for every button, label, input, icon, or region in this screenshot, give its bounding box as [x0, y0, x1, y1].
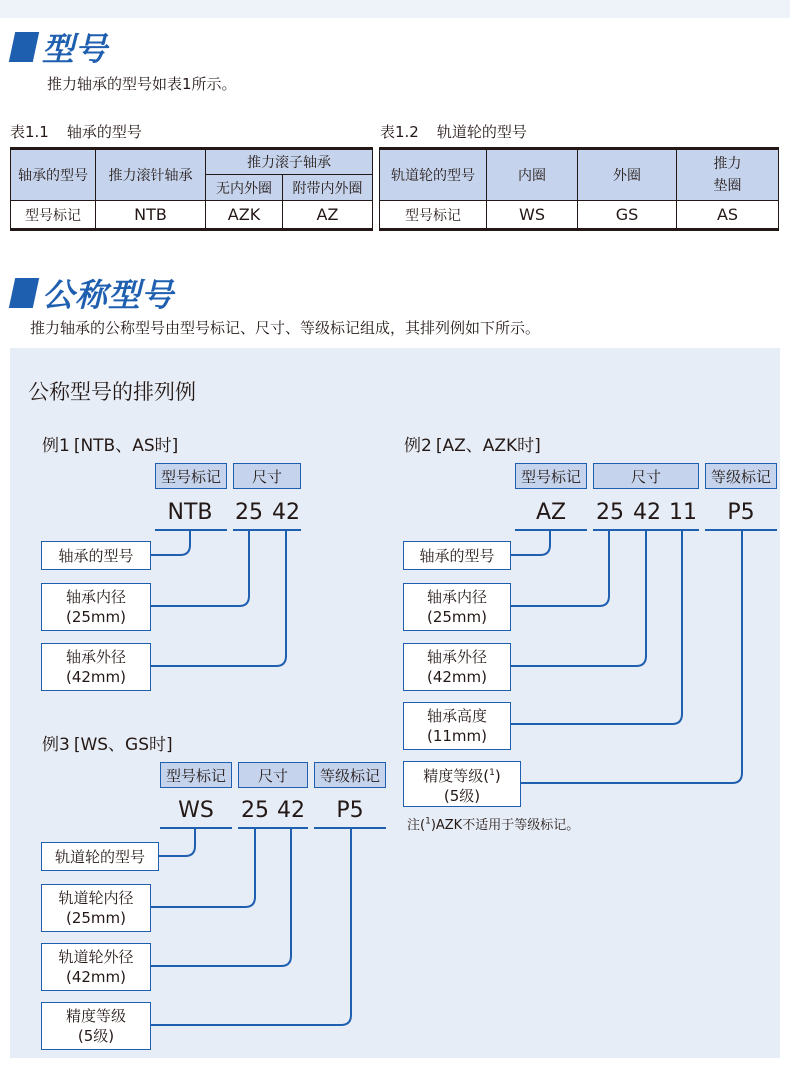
footnote-mark: 1	[425, 816, 431, 827]
tag-grade: 等级标记	[314, 762, 386, 788]
label-line: (42mm)	[65, 968, 126, 986]
connector-line	[511, 530, 646, 666]
table-number: 表1.2	[380, 123, 419, 141]
tag-grade: 等级标记	[705, 463, 777, 489]
code-model: AZ	[535, 500, 567, 525]
connector-line	[159, 828, 195, 856]
label-line: (25mm)	[65, 608, 126, 626]
example-number: 例2	[404, 436, 432, 456]
table-header-cell: 附带内外圈	[283, 175, 373, 201]
connector-line	[151, 530, 249, 606]
label-text: 精度等级(	[423, 766, 490, 785]
code-underline	[233, 529, 301, 531]
label-grade	[41, 1002, 151, 1050]
label-line: 精度等级	[65, 1007, 126, 1025]
tag-dimension: 尺寸	[233, 463, 301, 489]
table-header-cell: 轴承的型号	[11, 149, 96, 201]
example-number: 例1	[42, 436, 70, 456]
table-header-cell: 轨道轮的型号	[380, 149, 487, 201]
label-bearing-model	[403, 541, 511, 570]
footnote	[407, 814, 579, 833]
label-line: 轴承的型号	[58, 546, 134, 565]
label-line: (25mm)	[426, 608, 487, 626]
label-grade	[403, 761, 521, 807]
code-underline	[705, 529, 777, 531]
code-outer: 42	[277, 798, 305, 823]
code-outer: 42	[272, 500, 300, 525]
panel-title: 公称型号的排列例	[28, 380, 196, 404]
table-header-cell: 内圈	[487, 149, 578, 201]
code-model: WS	[178, 798, 214, 823]
label-bore	[41, 583, 151, 631]
code-underline	[160, 827, 232, 829]
label-line: (42mm)	[65, 668, 126, 686]
label-line: (25mm)	[65, 909, 126, 927]
code-grade: P5	[727, 500, 755, 525]
code-underline	[155, 529, 227, 531]
code-underline	[593, 529, 699, 531]
label-line: (42mm)	[426, 668, 487, 686]
connector-line	[151, 828, 291, 966]
label-line: 轨道轮外径	[58, 948, 134, 966]
label-race-model	[41, 842, 159, 871]
label-bearing-model	[41, 541, 151, 570]
connector-line	[151, 530, 190, 555]
table-header-cell: 推力滚针轴承	[96, 149, 206, 201]
table-cell: AZ	[283, 201, 373, 230]
code-grade: P5	[336, 798, 364, 823]
header-line: 推力	[713, 156, 742, 172]
table-header-cell: 推力滚子轴承	[206, 149, 373, 175]
tag-model-code: 型号标记	[160, 762, 232, 788]
code-height: 11	[669, 500, 697, 525]
example-subtitle: [WS、GS时]	[73, 735, 173, 755]
label-line: (5级)	[77, 1027, 115, 1045]
tag-dimension: 尺寸	[593, 463, 699, 489]
label-line: (11mm)	[426, 727, 487, 745]
table-caption-text: 轴承的型号	[66, 123, 142, 141]
table-header-cell: 外圈	[578, 149, 677, 201]
example-number: 例3	[42, 735, 70, 755]
label-line: (5级)	[443, 786, 481, 805]
label-line: 轴承的型号	[419, 546, 495, 565]
connector-line	[151, 530, 286, 666]
label-line	[423, 763, 500, 786]
table-cell: WS	[487, 201, 578, 230]
table-row-label: 型号标记	[380, 201, 487, 230]
example-title	[42, 730, 173, 755]
connector-line	[151, 828, 255, 907]
code-underline	[515, 529, 587, 531]
connector-line	[151, 828, 351, 1025]
connector-line	[511, 530, 682, 724]
code-bore: 25	[235, 500, 263, 525]
table-cell: GS	[578, 201, 677, 230]
connector-line	[510, 530, 550, 555]
table-cell: AS	[677, 201, 779, 230]
label-race-outer	[41, 943, 151, 991]
code-underline	[314, 827, 386, 829]
label-line: 轨道轮内径	[58, 889, 134, 907]
tag-model-code: 型号标记	[155, 463, 227, 489]
label-race-bore	[41, 884, 151, 932]
tag-model-code: 型号标记	[515, 463, 587, 489]
example-title	[42, 431, 178, 456]
table-number: 表1.1	[10, 123, 49, 141]
label-text: )	[494, 766, 501, 785]
label-bore	[403, 583, 511, 631]
footnote-text: 注(	[407, 818, 426, 833]
label-line: 轨道轮的型号	[54, 847, 145, 866]
table-cell: NTB	[96, 201, 206, 230]
table-row-label: 型号标记	[11, 201, 96, 230]
section-title: 公称型号	[42, 276, 175, 314]
label-height	[403, 702, 511, 750]
label-outer	[41, 643, 151, 691]
section-title: 型号	[42, 30, 109, 68]
label-line: 轴承外径	[65, 648, 126, 666]
label-line: 轴承外径	[426, 648, 487, 666]
connector-line	[521, 530, 742, 783]
code-outer: 42	[633, 500, 661, 525]
label-line: 轴承内径	[65, 588, 126, 606]
footnote-mark: 1	[489, 767, 495, 778]
section-intro: 推力轴承的型号如表1所示。	[47, 75, 237, 93]
code-underline	[238, 827, 308, 829]
code-model: NTB	[167, 500, 213, 525]
code-bore: 25	[241, 798, 269, 823]
label-outer	[403, 643, 511, 691]
example-subtitle: [NTB、AS时]	[73, 436, 179, 456]
footnote-text: )AZK不适用于等级标记。	[430, 818, 580, 833]
label-line: 轴承高度	[426, 707, 487, 725]
table-caption-text: 轨道轮的型号	[436, 123, 527, 141]
example-subtitle: [AZ、AZK时]	[435, 436, 541, 456]
table-header-cell: 无内外圈	[206, 175, 283, 201]
tag-dimension: 尺寸	[238, 762, 308, 788]
connector-line	[511, 530, 609, 606]
table-cell: AZK	[206, 201, 283, 230]
label-line: 轴承内径	[426, 588, 487, 606]
header-line: 垫圈	[713, 178, 742, 194]
section-intro: 推力轴承的公称型号由型号标记、尺寸、等级标记组成，其排列例如下所示。	[30, 319, 541, 337]
example-title	[404, 431, 541, 456]
code-bore: 25	[596, 500, 624, 525]
